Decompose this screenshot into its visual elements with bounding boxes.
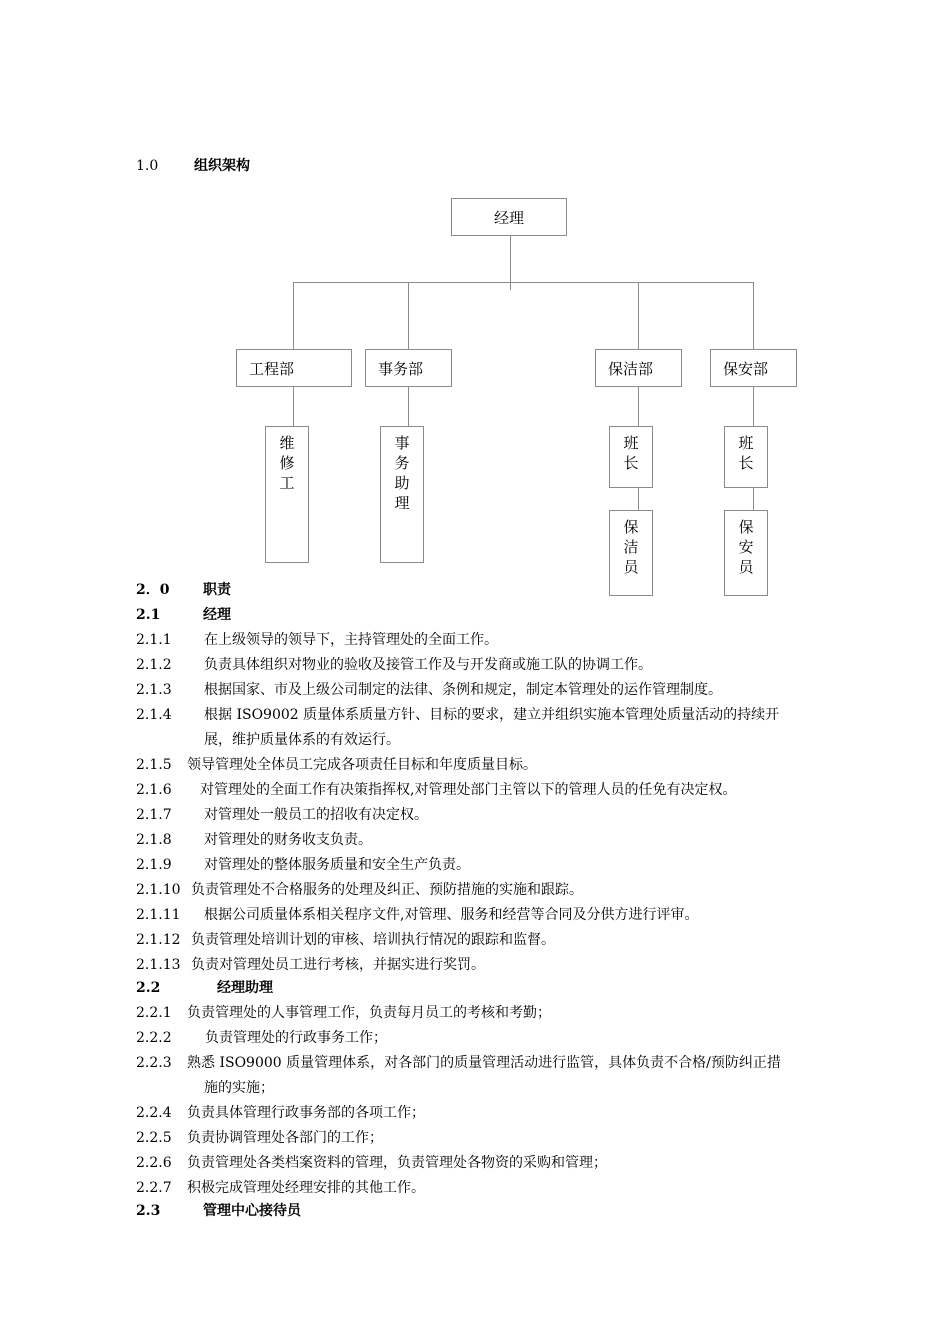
org-node-char: 保 bbox=[623, 518, 639, 536]
org-node-char: 长 bbox=[623, 454, 639, 472]
item-number: 2.1.1 bbox=[136, 632, 172, 648]
section-title: 管理中心接待员 bbox=[203, 1203, 301, 1219]
org-node-char: 保 bbox=[738, 518, 754, 536]
section-heading-2-3 bbox=[136, 1201, 301, 1221]
item-text: 熟悉 ISO9000 质量管理体系，对各部门的质量管理活动进行监管，具体负责不合格/预防纠正措 bbox=[187, 1055, 781, 1071]
item-number: 2.2.7 bbox=[136, 1180, 172, 1196]
item-number: 2.1.6 bbox=[136, 782, 172, 798]
item-text: 负责协调管理处各部门的工作； bbox=[187, 1130, 383, 1146]
section-number: 2.2 bbox=[136, 980, 161, 996]
connector-horizontal bbox=[293, 282, 754, 283]
section-title: 组织架构 bbox=[194, 158, 250, 174]
item-number: 2.2.6 bbox=[136, 1155, 172, 1171]
item-text: 对管理处一般员工的招收有决定权。 bbox=[204, 807, 428, 823]
item-text: 根据公司质量体系相关程序文件,对管理、服务和经营等合同及分供方进行评审。 bbox=[204, 907, 699, 923]
section-title: 职责 bbox=[203, 582, 231, 598]
org-node-guard bbox=[724, 510, 768, 596]
org-node-security-leader bbox=[724, 426, 768, 488]
item-text: 对管理处的全面工作有决策指挥权,对管理处部门主管以下的管理人员的任免有决定权。 bbox=[200, 782, 737, 798]
item-text: 负责管理处各类档案资料的管理，负责管理处各物资的采购和管理； bbox=[187, 1155, 607, 1171]
item-text: 在上级领导的领导下，主持管理处的全面工作。 bbox=[204, 632, 498, 648]
section-title: 经理助理 bbox=[217, 980, 273, 996]
item-number: 2.1.8 bbox=[136, 832, 172, 848]
org-node-affairs-assistant bbox=[380, 426, 424, 563]
org-node-label: 事务部 bbox=[378, 359, 424, 378]
section-heading-2-2 bbox=[136, 978, 273, 998]
org-node-char: 洁 bbox=[623, 538, 639, 556]
org-node-engineering bbox=[236, 349, 352, 387]
item-text: 负责管理处的行政事务工作； bbox=[205, 1030, 387, 1046]
item-text: 领导管理处全体员工完成各项责任目标和年度质量目标。 bbox=[187, 757, 537, 773]
org-node-char: 理 bbox=[394, 494, 410, 512]
item-text: 积极完成管理处经理安排的其他工作。 bbox=[187, 1180, 425, 1196]
org-node-char: 长 bbox=[738, 454, 754, 472]
item-number: 2.1.11 bbox=[136, 907, 181, 923]
connector-dept-3 bbox=[638, 282, 639, 350]
org-node-char: 班 bbox=[623, 434, 639, 452]
item-text: 对管理处的整体服务质量和安全生产负责。 bbox=[204, 857, 470, 873]
item-text: 对管理处的财务收支负责。 bbox=[204, 832, 372, 848]
item-number: 2.1.4 bbox=[136, 707, 172, 723]
item-number: 2.2.5 bbox=[136, 1130, 172, 1146]
org-node-char: 员 bbox=[738, 558, 754, 576]
org-node-cleaner bbox=[609, 510, 653, 596]
org-node-label: 经理 bbox=[493, 208, 524, 227]
connector-sub2-2 bbox=[753, 487, 754, 510]
item-text: 根据国家、市及上级公司制定的法律、条例和规定，制定本管理处的运作管理制度。 bbox=[204, 682, 722, 698]
item-number: 2.1.7 bbox=[136, 807, 172, 823]
item-number: 2.2.2 bbox=[136, 1030, 172, 1046]
org-node-char: 事 bbox=[394, 434, 410, 452]
item-number: 2.1.2 bbox=[136, 657, 172, 673]
org-node-char: 班 bbox=[738, 434, 754, 452]
org-node-char: 维 bbox=[279, 434, 295, 452]
item-text: 负责具体管理行政事务部的各项工作； bbox=[187, 1105, 425, 1121]
org-node-cleaning bbox=[595, 349, 682, 387]
item-number: 2.2.4 bbox=[136, 1105, 172, 1121]
org-node-manager bbox=[451, 198, 567, 236]
org-node-security bbox=[710, 349, 797, 387]
org-node-char: 安 bbox=[738, 538, 754, 556]
org-node-affairs bbox=[365, 349, 452, 387]
org-node-char: 修 bbox=[279, 454, 295, 472]
section-number: 2.3 bbox=[136, 1203, 161, 1219]
connector-sub-3 bbox=[638, 387, 639, 426]
item-text: 负责管理处的人事管理工作，负责每月员工的考核和考勤； bbox=[187, 1005, 551, 1021]
org-node-label: 保洁部 bbox=[608, 359, 654, 378]
item-text: 负责对管理处员工进行考核，并据实进行奖罚。 bbox=[191, 957, 485, 973]
item-number: 2.1.12 bbox=[136, 932, 181, 948]
item-text: 负责具体组织对物业的验收及接管工作及与开发商或施工队的协调工作。 bbox=[204, 657, 652, 673]
connector-sub-2 bbox=[408, 387, 409, 426]
item-number: 2.1.5 bbox=[136, 757, 172, 773]
org-node-maintenance-worker bbox=[265, 426, 309, 563]
connector-dept-2 bbox=[408, 282, 409, 350]
org-node-label: 保安部 bbox=[723, 359, 769, 378]
org-node-label: 工程部 bbox=[249, 359, 295, 378]
item-number: 2.1.9 bbox=[136, 857, 172, 873]
section-heading-2 bbox=[136, 580, 231, 600]
item-text: 根据 ISO9002 质量体系质量方针、目标的要求，建立并组织实施本管理处质量活动的持续开 bbox=[204, 707, 780, 723]
section-title: 经理 bbox=[203, 607, 231, 623]
connector-sub-4 bbox=[753, 387, 754, 426]
item-text: 负责管理处培训计划的审核、培训执行情况的跟踪和监督。 bbox=[191, 932, 555, 948]
org-node-char: 工 bbox=[279, 474, 295, 492]
connector-sub-1 bbox=[293, 387, 294, 426]
item-text-continued: 展，维护质量体系的有效运行。 bbox=[204, 732, 400, 748]
item-number: 2.2.1 bbox=[136, 1005, 172, 1021]
item-number: 2.1.10 bbox=[136, 882, 181, 898]
section-number: 2．0 bbox=[136, 582, 170, 598]
org-node-cleaning-leader bbox=[609, 426, 653, 488]
connector-sub2-1 bbox=[638, 487, 639, 510]
org-chart bbox=[0, 0, 950, 620]
org-node-char: 务 bbox=[394, 454, 410, 472]
item-number: 2.2.3 bbox=[136, 1055, 172, 1071]
section-heading-2-1 bbox=[136, 605, 231, 625]
connector-dept-1 bbox=[293, 282, 294, 350]
section-number: 2.1 bbox=[136, 607, 161, 623]
org-node-char: 员 bbox=[623, 558, 639, 576]
item-text: 负责管理处不合格服务的处理及纠正、预防措施的实施和跟踪。 bbox=[191, 882, 583, 898]
item-text-continued: 施的实施； bbox=[204, 1080, 274, 1096]
org-node-char: 助 bbox=[394, 474, 410, 492]
section-number: 1.0 bbox=[136, 158, 159, 174]
connector-dept-4 bbox=[753, 282, 754, 350]
item-number: 2.1.3 bbox=[136, 682, 172, 698]
item-number: 2.1.13 bbox=[136, 957, 181, 973]
